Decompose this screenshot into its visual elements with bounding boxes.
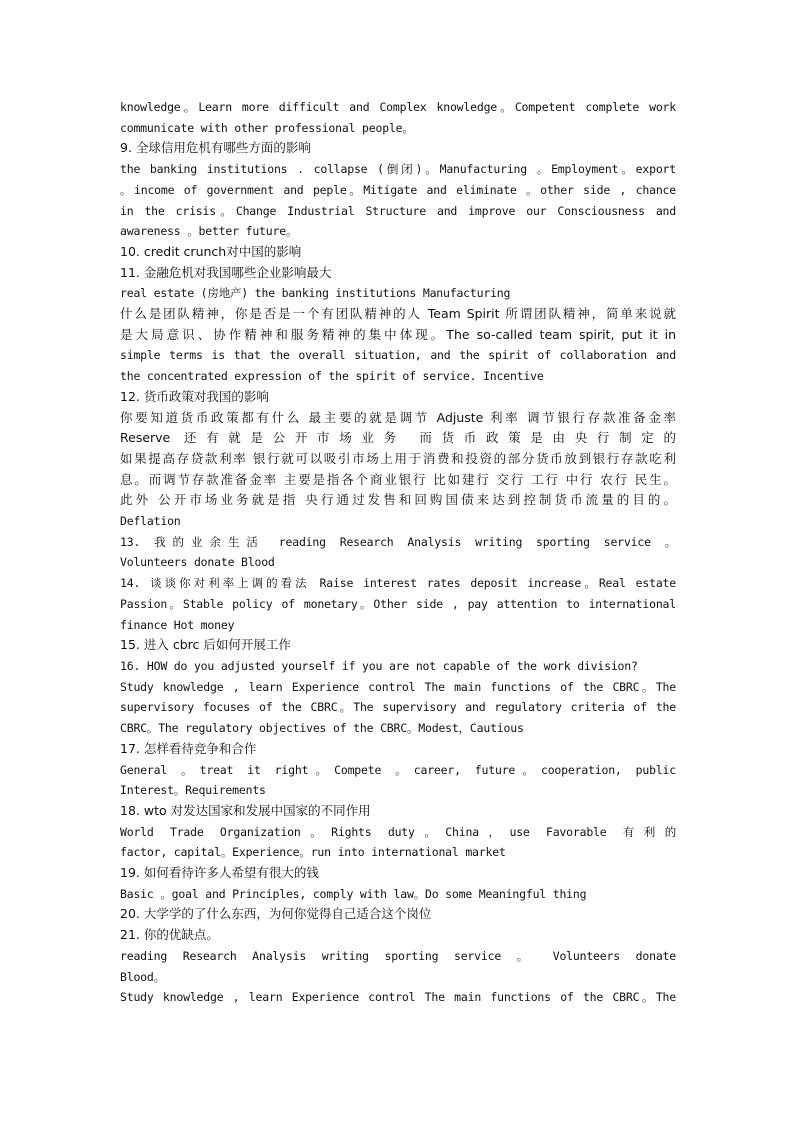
- text-line: 你要知道货币政策都有什么 最主要的就是调节 Adjuste 利率 调节银行存款准备金率: [120, 409, 676, 425]
- text-line: the concentrated expression of the spirit of service. Incentive: [120, 369, 544, 384]
- text-line: finance Hot money: [120, 617, 235, 632]
- text-line: 如果提高存贷款利率 银行就可以吸引市场上用于消费和投资的部分货币放到银行存款吃利: [120, 450, 676, 466]
- question-heading: 13. 我的业余生活 reading Research Analysis writing sporting service 。: [120, 534, 676, 549]
- text-line: real estate (房地产) the banking institutions Manufacturing: [120, 286, 511, 301]
- text-line: General 。treat it right。Compete 。career, future。cooperation, public: [120, 762, 676, 777]
- text-line: factor, capital。Experience。run into international market: [120, 845, 506, 860]
- text-line: awareness 。better future。: [120, 224, 298, 239]
- text-line: 是大局意识、协作精神和服务精神的集中体现。The so-called team spirit, put it in: [120, 326, 676, 342]
- text-line: Interest。Requirements: [120, 783, 266, 798]
- text-line: Reserve 还有就是公开市场业务 而货币政策是由央行制定的: [120, 430, 676, 446]
- text-line: in the crisis。Change Industrial Structure and improve our Consciousness and: [120, 203, 676, 218]
- text-line: Study knowledge , learn Experience control The main functions of the CBRC。The: [120, 679, 676, 694]
- text-line: the banking institutions . collapse (倒闭)。Manufacturing 。Employment。export: [120, 162, 676, 177]
- text-line: Study knowledge , learn Experience control The main functions of the CBRC。The: [120, 990, 676, 1005]
- text-line: World Trade Organization。Rights duty。China，use Favorable 有利的: [120, 824, 676, 839]
- question-heading: 18. wto 对发达国家和发展中国家的不同作用: [120, 802, 371, 818]
- text-line: Basic 。goal and Principles, comply with law。Do some Meaningful thing: [120, 886, 587, 901]
- text-line: Volunteers donate Blood: [120, 555, 275, 570]
- text-line: Blood。: [120, 969, 165, 984]
- text-line: 息。而调节存款准备金率 主要是指各个商业银行 比如建行 交行 工行 中行 农行 民生。: [120, 471, 676, 487]
- question-heading: 17. 怎样看待竞争和合作: [120, 740, 257, 756]
- text-line: 此外 公开市场业务就是指 央行通过发售和回购国债来达到控制货币流量的目的。: [120, 492, 676, 508]
- question-heading: 15. 进入 cbrc 后如何开展工作: [120, 637, 291, 653]
- text-line: 。income of government and peple。Mitigate and eliminate 。other side , chance: [120, 182, 676, 197]
- question-heading: 11. 金融危机对我国哪些企业影响最大: [120, 264, 332, 280]
- text-line: 什么是团队精神，你是否是一个有团队精神的人 Team Spirit 所谓团队精神，简单来说就: [120, 306, 676, 322]
- question-heading: 16. HOW do you adjusted yourself if you are not capable of the work division?: [120, 658, 638, 673]
- document-body: [120, 97, 676, 1008]
- question-heading: 9. 全球信用危机有哪些方面的影响: [120, 140, 311, 156]
- question-heading: 12. 货币政策对我国的影响: [120, 388, 269, 404]
- question-heading: 14. 谈谈你对利率上调的看法 Raise interest rates deposit increase。Real estate: [120, 576, 676, 591]
- text-line: reading Research Analysis writing sporting service 。 Volunteers donate: [120, 948, 676, 963]
- text-line: Passion。Stable policy of monetary。Other side , pay attention to international: [120, 596, 676, 611]
- text-line: supervisory focuses of the CBRC。The supervisory and regulatory criteria of the: [120, 700, 676, 715]
- question-heading: 20. 大学学的了什么东西，为何你觉得自己适合这个岗位: [120, 906, 432, 922]
- text-line: knowledge。Learn more difficult and Complex knowledge。Competent complete work: [120, 100, 676, 114]
- text-line: Deflation: [120, 514, 181, 529]
- question-heading: 19. 如何看待许多人希望有很大的钱: [120, 865, 319, 881]
- text-line: CBRC。The regulatory objectives of the CBRC。Modest，Cautious: [120, 721, 524, 736]
- text-line: communicate with other professional people。: [120, 120, 414, 135]
- text-line: simple terms is that the overall situation, and the spirit of collaboration and: [120, 348, 676, 363]
- question-heading: 21. 你的优缺点。: [120, 927, 219, 943]
- question-heading: 10. credit crunch对中国的影响: [120, 243, 302, 259]
